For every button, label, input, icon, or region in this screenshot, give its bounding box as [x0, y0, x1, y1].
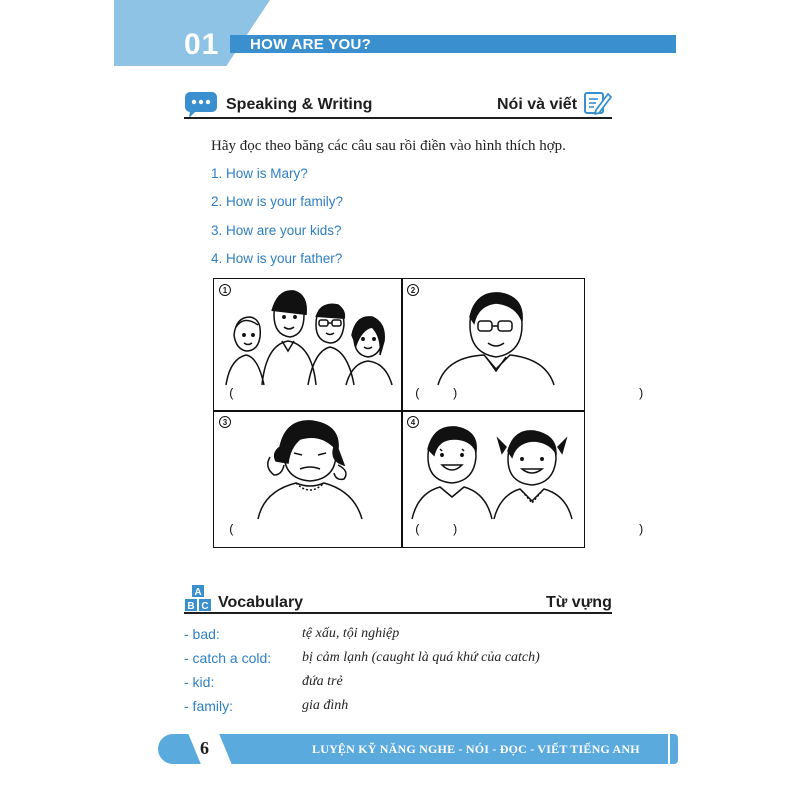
footer-bar-edge [670, 734, 678, 764]
vocab-term-2: - catch a cold: [184, 650, 272, 666]
notepad-pencil-icon [582, 88, 612, 118]
vocab-definition-4: gia đình [302, 698, 349, 713]
speaking-writing-title-vi: Nói và viết [497, 96, 578, 113]
abc-letter-c: C [201, 601, 209, 612]
vocab-term-4: - family: [184, 698, 233, 714]
father-illustration [430, 287, 560, 387]
question-2: 2. How is your family? [211, 194, 344, 209]
picture-number-1: 1 [219, 284, 231, 296]
speech-bubble-icon [184, 91, 220, 119]
speaking-writing-rule [184, 117, 612, 119]
picture-number-4: 4 [407, 416, 419, 428]
vocabulary-title-vi: Từ vựng [546, 594, 612, 611]
vocabulary-title: Vocabulary [218, 594, 304, 611]
question-3: 3. How are your kids? [211, 223, 342, 238]
picture-cell-1 [214, 279, 459, 410]
vocab-definition-1: tệ xấu, tội nghiệp [302, 626, 400, 641]
vocabulary-rule [184, 612, 612, 614]
family-illustration [222, 285, 397, 387]
exercise-instruction: Hãy đọc theo băng các câu sau rồi điền vào hình thích hợp. [211, 138, 566, 154]
abc-letter-b: B [187, 601, 195, 612]
picture-cell-2 [402, 279, 645, 410]
abc-letter-a: A [194, 587, 202, 598]
answer-blank-1: ( ) [228, 387, 459, 401]
picture-cell-4 [402, 411, 645, 547]
speaking-writing-title: Speaking & Writing [226, 96, 373, 113]
answer-blank-3: ( ) [228, 523, 459, 537]
kids-illustration [410, 417, 580, 521]
unit-title: HOW ARE YOU? [250, 36, 372, 53]
page-number: 6 [200, 738, 209, 758]
vocab-definition-3: đứa trẻ [302, 674, 343, 689]
picture-number-3: 3 [219, 416, 231, 428]
picture-number-2: 2 [407, 284, 419, 296]
vocab-term-1: - bad: [184, 626, 220, 642]
question-4: 4. How is your father? [211, 251, 343, 266]
mary-illustration [250, 417, 370, 521]
unit-number: 01 [184, 28, 220, 61]
picture-cell-3 [214, 411, 459, 547]
abc-blocks-icon [184, 585, 214, 613]
question-1: 1. How is Mary? [211, 166, 308, 181]
answer-blank-4: ( ) [414, 523, 645, 537]
answer-blank-2: ( ) [414, 387, 645, 401]
picture-grid [213, 278, 645, 548]
vocab-definition-2: bị cảm lạnh (caught là quá khứ của catch) [302, 650, 540, 665]
vocab-term-3: - kid: [184, 674, 215, 690]
book-title: LUYỆN KỸ NĂNG NGHE - NÓI - ĐỌC - VIẾT TIẾNG ANH [312, 742, 640, 756]
